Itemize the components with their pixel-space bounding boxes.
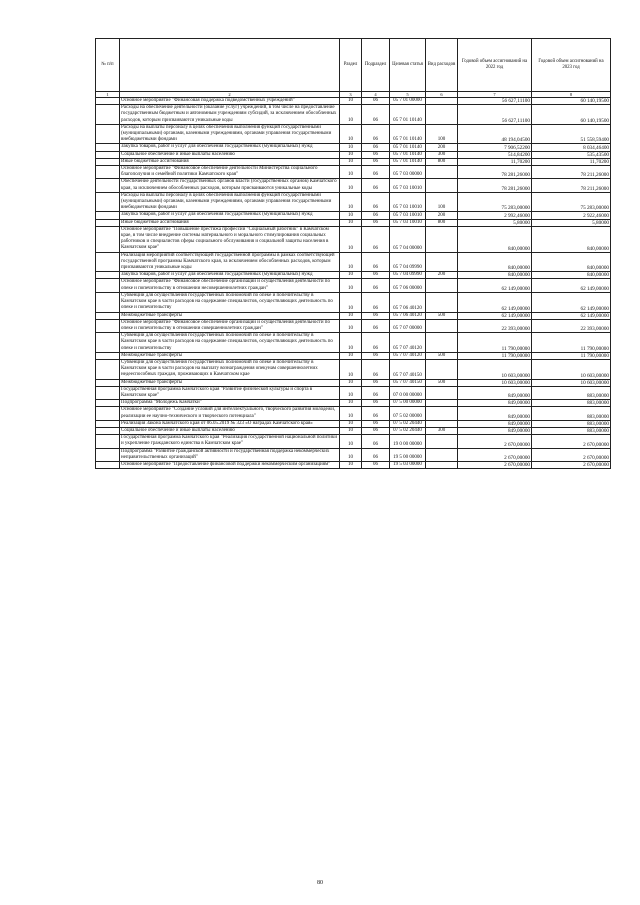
row-number-cell (96, 158, 120, 165)
razdel-cell: 10 (340, 379, 362, 386)
amount-2022-cell: 849,00000 (458, 400, 532, 407)
tselevaya-statya-cell: 05 7 01 10140 (390, 105, 426, 125)
row-number-cell (96, 272, 120, 279)
tselevaya-statya-cell: 07 5 02 20440 (390, 420, 426, 427)
tselevaya-statya-cell: 05 7 07 40150 (390, 359, 426, 379)
column-index: 5 (390, 92, 426, 98)
table-row (96, 379, 611, 386)
razdel-cell: 10 (340, 461, 362, 468)
amount-2022-cell: 7 906,52200 (458, 144, 532, 151)
row-number-cell (96, 352, 120, 359)
amount-2023-cell: 2 670,00000 (532, 435, 611, 448)
header-tselevaya-statya: Целевая статья (390, 39, 426, 92)
table-row (96, 333, 611, 353)
amount-2023-cell: 62 149,00000 (532, 292, 611, 312)
table-row (96, 212, 611, 219)
table-row (96, 461, 611, 468)
item-name-cell: Обеспечение деятельности государственных органов власти (государственных органов) Камчатского края, за исключением обособленных расходов, которым присваиваются уникальные коды (120, 179, 340, 192)
item-name-cell: Подпрограмма "Развитие гражданской активности и государственная поддержка некоммерческих неправительственных организаций" (120, 448, 340, 461)
razdel-cell: 10 (340, 427, 362, 434)
podrazdel-cell: 06 (362, 352, 390, 359)
item-name-cell: Расходы на обеспечение деятельности (оказание услуг) учреждений, в том числе на предоставление государственным бюджетным и автономным учреждениям субсидий, за исключением обособленных расходов, которым присваиваются уникальные коды (120, 105, 340, 125)
amount-2023-cell: 840,00000 (532, 252, 611, 272)
vid-raskhodov-cell: 100 (426, 124, 458, 144)
razdel-cell: 10 (340, 212, 362, 219)
podrazdel-cell: 06 (362, 158, 390, 165)
row-number-cell (96, 151, 120, 158)
item-name-cell: Основное мероприятие "Финансовое обеспечение деятельности Министерства социального благополучия и семейной политики Камчатского края" (120, 166, 340, 179)
tselevaya-statya-cell: 05 7 01 10140 (390, 124, 426, 144)
podrazdel-cell: 06 (362, 279, 390, 292)
tselevaya-statya-cell: 19 0 00 00000 (390, 435, 426, 448)
table-row (96, 151, 611, 158)
table-row (96, 359, 611, 379)
tselevaya-statya-cell: 05 7 03 10010 (390, 219, 426, 226)
amount-2022-cell: 11 790,00000 (458, 352, 532, 359)
item-name-cell: Подпрограмма "Молодежь Камчатки" (120, 400, 340, 407)
podrazdel-cell: 06 (362, 359, 390, 379)
razdel-cell: 10 (340, 279, 362, 292)
vid-raskhodov-cell (426, 400, 458, 407)
tselevaya-statya-cell: 05 7 03 10010 (390, 179, 426, 192)
podrazdel-cell: 06 (362, 333, 390, 353)
table-header-row (96, 39, 611, 92)
table-row (96, 407, 611, 420)
item-name-cell: Реализация Закона Камчатского края от 06.05.2019 № 323 «О наградах Камчатского края» (120, 420, 340, 427)
vid-raskhodov-cell: 200 (426, 212, 458, 219)
item-name-cell: Основное мероприятие "Финансовое обеспечение организации и осуществления деятельности по опеке и попечительству в отношении совершеннолетних граждан" (120, 319, 340, 332)
vid-raskhodov-cell: 500 (426, 312, 458, 319)
amount-2023-cell: 883,00000 (532, 427, 611, 434)
podrazdel-cell: 06 (362, 219, 390, 226)
item-name-cell: Иные бюджетные ассигнования (120, 219, 340, 226)
row-number-cell (96, 359, 120, 379)
razdel-cell: 10 (340, 312, 362, 319)
amount-2022-cell: 2 670,00000 (458, 448, 532, 461)
amount-2023-cell: 78 211,26000 (532, 179, 611, 192)
table-row (96, 124, 611, 144)
podrazdel-cell: 06 (362, 448, 390, 461)
podrazdel-cell: 06 (362, 386, 390, 399)
podrazdel-cell: 06 (362, 151, 390, 158)
vid-raskhodov-cell (426, 333, 458, 353)
table-body (96, 98, 611, 469)
item-name-cell: Закупка товаров, работ и услуг для обеспечения государственных (муниципальных) нужд (120, 272, 340, 279)
row-number-cell (96, 407, 120, 420)
tselevaya-statya-cell: 07 5 02 20440 (390, 427, 426, 434)
header-amount-2022: Годовой объем ассигнований на 2022 год (458, 39, 532, 92)
amount-2023-cell: 883,00000 (532, 420, 611, 427)
razdel-cell: 10 (340, 420, 362, 427)
razdel-cell: 10 (340, 98, 362, 105)
amount-2022-cell: 849,00000 (458, 427, 532, 434)
vid-raskhodov-cell (426, 98, 458, 105)
amount-2023-cell: 10 603,00000 (532, 379, 611, 386)
podrazdel-cell: 06 (362, 435, 390, 448)
table-row (96, 105, 611, 125)
tselevaya-statya-cell: 05 7 07 00000 (390, 319, 426, 332)
podrazdel-cell: 06 (362, 166, 390, 179)
row-number-cell (96, 420, 120, 427)
amount-2022-cell: 849,00000 (458, 420, 532, 427)
item-name-cell: Закупка товаров, работ и услуг для обеспечения государственных (муниципальных) нужд (120, 212, 340, 219)
tselevaya-statya-cell: 05 7 06 40120 (390, 312, 426, 319)
amount-2022-cell: 840,00000 (458, 252, 532, 272)
podrazdel-cell: 06 (362, 226, 390, 252)
item-name-cell: Социальное обеспечение и иные выплаты населению (120, 427, 340, 434)
podrazdel-cell: 06 (362, 420, 390, 427)
column-index: 4 (362, 92, 390, 98)
podrazdel-cell: 06 (362, 144, 390, 151)
item-name-cell: Межбюджетные трансферты (120, 379, 340, 386)
razdel-cell: 10 (340, 124, 362, 144)
podrazdel-cell: 06 (362, 400, 390, 407)
row-number-cell (96, 124, 120, 144)
row-number-cell (96, 252, 120, 272)
item-name-cell: Субвенции для осуществления государственных полномочий по опеке и попечительству в Камчатском крае в части расходов на выплату вознаграждения опекунам совершеннолетних недееспособных граждан, проживающих в Камчатском крае (120, 359, 340, 379)
vid-raskhodov-cell (426, 359, 458, 379)
header-num: № п/п (96, 39, 120, 92)
header-razdel: Раздел (340, 39, 362, 92)
table-row (96, 400, 611, 407)
tselevaya-statya-cell: 05 7 01 10140 (390, 151, 426, 158)
table-row (96, 192, 611, 212)
podrazdel-cell: 06 (362, 192, 390, 212)
podrazdel-cell: 06 (362, 312, 390, 319)
vid-raskhodov-cell (426, 448, 458, 461)
amount-2023-cell: 75 283,00000 (532, 192, 611, 212)
amount-2023-cell: 11 790,00000 (532, 352, 611, 359)
podrazdel-cell: 06 (362, 292, 390, 312)
amount-2023-cell: 60 140,19500 (532, 105, 611, 125)
podrazdel-cell: 06 (362, 379, 390, 386)
razdel-cell: 10 (340, 448, 362, 461)
column-index: 2 (120, 92, 340, 98)
vid-raskhodov-cell (426, 461, 458, 468)
item-name-cell: Основное мероприятие "Финансовое обеспечение организации и осуществления деятельности по опеке и попечительству в отношении несовершеннолетних граждан" (120, 279, 340, 292)
vid-raskhodov-cell: 300 (426, 151, 458, 158)
tselevaya-statya-cell: 05 7 06 00000 (390, 279, 426, 292)
razdel-cell: 10 (340, 359, 362, 379)
amount-2022-cell: 849,00000 (458, 386, 532, 399)
row-number-cell (96, 98, 120, 105)
amount-2022-cell: 78 281,26000 (458, 166, 532, 179)
row-number-cell (96, 166, 120, 179)
vid-raskhodov-cell: 500 (426, 352, 458, 359)
tselevaya-statya-cell: 05 7 03 10010 (390, 192, 426, 212)
table-row (96, 312, 611, 319)
tselevaya-statya-cell: 05 7 07 40120 (390, 333, 426, 353)
tselevaya-statya-cell: 05 7 07 40120 (390, 352, 426, 359)
vid-raskhodov-cell: 800 (426, 158, 458, 165)
row-number-cell (96, 105, 120, 125)
row-number-cell (96, 212, 120, 219)
budget-allocation-table (95, 38, 611, 469)
amount-2022-cell: 11,70200 (458, 158, 532, 165)
row-number-cell (96, 435, 120, 448)
vid-raskhodov-cell (426, 252, 458, 272)
item-name-cell: Реализация мероприятий соответствующей государственной программы в рамках соответствующей государственной программы Камчатского края, за исключением обособленных расходов, которым присваиваются уникальные коды (120, 252, 340, 272)
table-row (96, 144, 611, 151)
tselevaya-statya-cell: 05 7 01 10140 (390, 144, 426, 151)
table-row (96, 219, 611, 226)
amount-2022-cell: 62 149,00000 (458, 292, 532, 312)
tselevaya-statya-cell: 05 7 01 10140 (390, 158, 426, 165)
tselevaya-statya-cell: 05 7 04 09990 (390, 252, 426, 272)
table-row (96, 448, 611, 461)
podrazdel-cell: 06 (362, 212, 390, 219)
razdel-cell: 10 (340, 400, 362, 407)
tselevaya-statya-cell: 07 0 00 00000 (390, 386, 426, 399)
podrazdel-cell: 06 (362, 407, 390, 420)
razdel-cell: 10 (340, 252, 362, 272)
item-name-cell: Межбюджетные трансферты (120, 352, 340, 359)
amount-2022-cell: 2 670,00000 (458, 461, 532, 468)
amount-2022-cell: 62 149,00000 (458, 312, 532, 319)
column-index: 6 (426, 92, 458, 98)
vid-raskhodov-cell: 200 (426, 272, 458, 279)
vid-raskhodov-cell: 500 (426, 379, 458, 386)
razdel-cell: 10 (340, 105, 362, 125)
vid-raskhodov-cell (426, 420, 458, 427)
row-number-cell (96, 179, 120, 192)
row-number-cell (96, 379, 120, 386)
column-index: 8 (532, 92, 611, 98)
amount-2022-cell: 48 194,04500 (458, 124, 532, 144)
razdel-cell: 10 (340, 352, 362, 359)
item-name-cell: Субвенции для осуществления государственных полномочий по опеке и попечительству в Камчатском крае в части расходов на содержание специалистов, осуществляющих деятельность по опеке и попечительству (120, 333, 340, 353)
amount-2023-cell: 883,00000 (532, 386, 611, 399)
row-number-cell (96, 386, 120, 399)
table-row (96, 226, 611, 252)
amount-2023-cell: 51 558,59400 (532, 124, 611, 144)
amount-2022-cell: 78 281,26000 (458, 179, 532, 192)
amount-2023-cell: 22 393,00000 (532, 319, 611, 332)
razdel-cell: 10 (340, 435, 362, 448)
razdel-cell: 10 (340, 292, 362, 312)
podrazdel-cell: 06 (362, 319, 390, 332)
tselevaya-statya-cell: 05 7 04 00000 (390, 226, 426, 252)
razdel-cell: 10 (340, 166, 362, 179)
amount-2023-cell: 60 140,19500 (532, 98, 611, 105)
razdel-cell: 10 (340, 192, 362, 212)
tselevaya-statya-cell: 05 7 06 40120 (390, 292, 426, 312)
item-name-cell: Иные бюджетные ассигнования (120, 158, 340, 165)
header-name (120, 39, 340, 92)
table-row (96, 158, 611, 165)
amount-2022-cell: 11 790,00000 (458, 333, 532, 353)
row-number-cell (96, 144, 120, 151)
vid-raskhodov-cell (426, 179, 458, 192)
razdel-cell: 10 (340, 333, 362, 353)
razdel-cell: 10 (340, 407, 362, 420)
header-amount-2023: Годовой объем ассигнований на 2023 год (532, 39, 611, 92)
table-row (96, 272, 611, 279)
table-row (96, 319, 611, 332)
table-row (96, 435, 611, 448)
amount-2023-cell: 62 149,00000 (532, 312, 611, 319)
amount-2022-cell: 2 670,00000 (458, 435, 532, 448)
amount-2023-cell: 11,70200 (532, 158, 611, 165)
table-row (96, 98, 611, 105)
podrazdel-cell: 06 (362, 272, 390, 279)
item-name-cell: Социальное обеспечение и иные выплаты населению (120, 151, 340, 158)
table-row (96, 292, 611, 312)
table-row (96, 166, 611, 179)
tselevaya-statya-cell: 05 7 03 10010 (390, 212, 426, 219)
podrazdel-cell: 06 (362, 105, 390, 125)
row-number-cell (96, 400, 120, 407)
table-row (96, 386, 611, 399)
table-row (96, 427, 611, 434)
tselevaya-statya-cell: 05 7 03 00000 (390, 166, 426, 179)
podrazdel-cell: 06 (362, 98, 390, 105)
amount-2022-cell: 5,80000 (458, 219, 532, 226)
table-row (96, 279, 611, 292)
vid-raskhodov-cell (426, 407, 458, 420)
column-index: 7 (458, 92, 532, 98)
amount-2023-cell: 2 670,00000 (532, 448, 611, 461)
amount-2023-cell: 11 790,00000 (532, 333, 611, 353)
amount-2023-cell: 535,43500 (532, 151, 611, 158)
item-name-cell: Расходы на выплаты персоналу в целях обеспечения выполнения функций государственными (муниципальными) органами, казенными учреждениями, органами управления государственными внебюджетными фондами (120, 192, 340, 212)
table-row (96, 352, 611, 359)
column-index: 1 (96, 92, 120, 98)
item-name-cell: Основное мероприятие "Создание условий для интеллектуального, творческого развития молодежи, реализации ее научно-технического и творческого потенциала" (120, 407, 340, 420)
razdel-cell: 10 (340, 272, 362, 279)
table-row (96, 252, 611, 272)
podrazdel-cell: 06 (362, 124, 390, 144)
podrazdel-cell: 06 (362, 461, 390, 468)
amount-2022-cell: 75 283,00000 (458, 192, 532, 212)
razdel-cell: 10 (340, 144, 362, 151)
amount-2023-cell: 78 211,26000 (532, 166, 611, 179)
row-number-cell (96, 461, 120, 468)
tselevaya-statya-cell: 19 5 00 00000 (390, 448, 426, 461)
razdel-cell: 10 (340, 219, 362, 226)
row-number-cell (96, 427, 120, 434)
item-name-cell: Государственная программа Камчатского края "Реализация государственной национальной политики и укрепление гражданского единства в Камчатском крае" (120, 435, 340, 448)
razdel-cell: 10 (340, 158, 362, 165)
vid-raskhodov-cell (426, 319, 458, 332)
table-row (96, 179, 611, 192)
amount-2023-cell: 5,80000 (532, 219, 611, 226)
vid-raskhodov-cell (426, 386, 458, 399)
vid-raskhodov-cell (426, 226, 458, 252)
item-name-cell: Основное мероприятие "Предоставление финансовой поддержки некоммерческим организациям" (120, 461, 340, 468)
row-number-cell (96, 292, 120, 312)
amount-2023-cell: 840,00000 (532, 226, 611, 252)
amount-2022-cell: 56 627,11100 (458, 105, 532, 125)
row-number-cell (96, 333, 120, 353)
tselevaya-statya-cell: 05 7 01 00000 (390, 98, 426, 105)
item-name-cell: Основное мероприятие "Повышение престижа профессии "Социальный работник" в Камчатском крае, в том числе внедрение системы материального и морального стимулирования социальных работников и специалистов сферы социального обслуживания и социальной защиты населения в Камчатском крае" (120, 226, 340, 252)
vid-raskhodov-cell (426, 279, 458, 292)
tselevaya-statya-cell: 05 7 04 09990 (390, 272, 426, 279)
amount-2022-cell: 56 627,11100 (458, 98, 532, 105)
item-name-cell: Расходы на выплаты персоналу в целях обеспечения выполнения функций государственными (муниципальными) органами, казенными учреждениями, органами управления государственными внебюджетными фондами (120, 124, 340, 144)
row-number-cell (96, 279, 120, 292)
amount-2022-cell: 840,00000 (458, 226, 532, 252)
vid-raskhodov-cell (426, 292, 458, 312)
tselevaya-statya-cell: 07 5 00 00000 (390, 400, 426, 407)
amount-2022-cell: 10 603,00000 (458, 359, 532, 379)
tselevaya-statya-cell: 05 7 07 40150 (390, 379, 426, 386)
row-number-cell (96, 192, 120, 212)
razdel-cell: 10 (340, 179, 362, 192)
amount-2023-cell: 62 149,00000 (532, 279, 611, 292)
header-vid-raskhodov: Вид расходов (426, 39, 458, 92)
item-name-cell: Основное мероприятие "Финансовая поддержка подведомственных учреждений" (120, 98, 340, 105)
vid-raskhodov-cell: 100 (426, 192, 458, 212)
column-index: 3 (340, 92, 362, 98)
item-name-cell: Государственная программа Камчатского края "Развитие физической культуры и спорта в Камчатском крае" (120, 386, 340, 399)
amount-2022-cell: 2 992,46000 (458, 212, 532, 219)
header-podrazdel: Подраздел (362, 39, 390, 92)
amount-2023-cell: 840,00000 (532, 272, 611, 279)
razdel-cell: 10 (340, 226, 362, 252)
razdel-cell: 10 (340, 386, 362, 399)
vid-raskhodov-cell: 800 (426, 219, 458, 226)
vid-raskhodov-cell (426, 435, 458, 448)
razdel-cell: 10 (340, 319, 362, 332)
row-number-cell (96, 219, 120, 226)
amount-2023-cell: 8 034,46400 (532, 144, 611, 151)
item-name-cell: Субвенции для осуществления государственных полномочий по опеке и попечительству в Камчатском крае в части расходов на содержание специалистов, осуществляющих деятельность по опеке и попечительству (120, 292, 340, 312)
amount-2023-cell: 883,00000 (532, 400, 611, 407)
row-number-cell (96, 448, 120, 461)
amount-2022-cell: 22 393,00000 (458, 319, 532, 332)
vid-raskhodov-cell (426, 166, 458, 179)
podrazdel-cell: 06 (362, 179, 390, 192)
row-number-cell (96, 319, 120, 332)
item-name-cell: Межбюджетные трансферты (120, 312, 340, 319)
amount-2022-cell: 62 149,00000 (458, 279, 532, 292)
table-row (96, 420, 611, 427)
vid-raskhodov-cell: 200 (426, 144, 458, 151)
amount-2022-cell: 10 603,00000 (458, 379, 532, 386)
amount-2022-cell: 840,00000 (458, 272, 532, 279)
amount-2023-cell: 883,00000 (532, 407, 611, 420)
tselevaya-statya-cell: 19 5 03 00000 (390, 461, 426, 468)
amount-2023-cell: 10 603,00000 (532, 359, 611, 379)
tselevaya-statya-cell: 07 5 02 00000 (390, 407, 426, 420)
item-name-cell: Закупка товаров, работ и услуг для обеспечения государственных (муниципальных) нужд (120, 144, 340, 151)
amount-2022-cell: 849,00000 (458, 407, 532, 420)
podrazdel-cell: 06 (362, 252, 390, 272)
page-number: 80 (317, 880, 323, 886)
podrazdel-cell: 06 (362, 427, 390, 434)
razdel-cell: 10 (340, 151, 362, 158)
vid-raskhodov-cell: 300 (426, 427, 458, 434)
amount-2023-cell: 2 922,46000 (532, 212, 611, 219)
row-number-cell (96, 312, 120, 319)
vid-raskhodov-cell (426, 105, 458, 125)
amount-2023-cell: 2 670,00000 (532, 461, 611, 468)
amount-2022-cell: 514,84200 (458, 151, 532, 158)
row-number-cell (96, 226, 120, 252)
